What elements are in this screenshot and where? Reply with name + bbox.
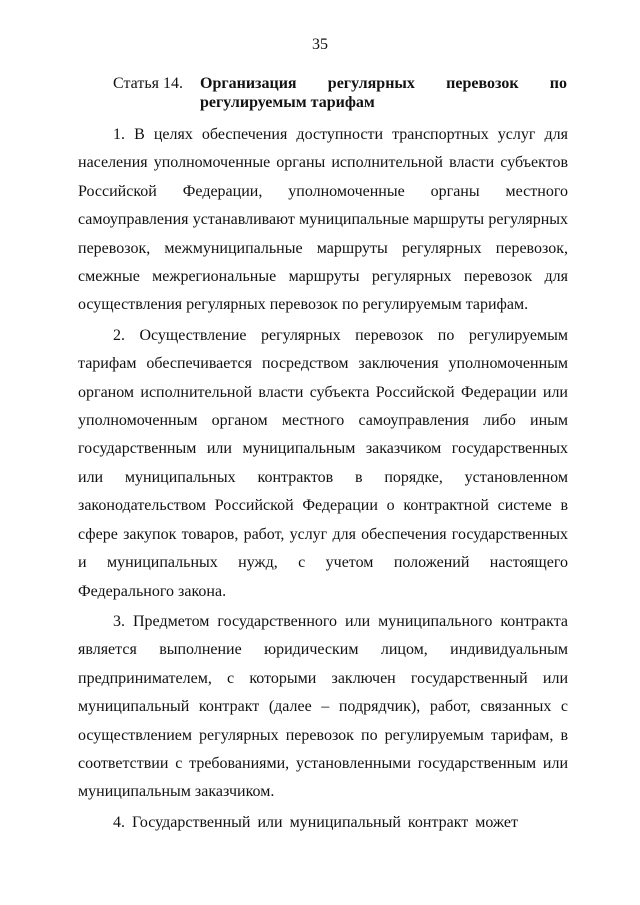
- page-number: 35: [312, 36, 328, 53]
- article-body: [78, 121, 568, 839]
- paragraph-3: 3. Предметом государственного или муниципального контракта является выполнение юридическим лицом, индивидуальным предпринимателем, с которыми заключен государственный или муниципальный контракт (далее – подрядчик), работ, связанных с осуществлением регулярных перевозок по регулируемым тарифам, в соответствии с требованиями, установленными государственным или муниципальным заказчиком.: [78, 612, 568, 801]
- paragraph-1: 1. В целях обеспечения доступности транспортных услуг для населения уполномоченные органы исполнительной власти субъектов Российской Федерации, уполномоченные органы местного самоуправления устанавливают муниципальные маршруты регулярных перевозок, межмуниципальные маршруты регулярных перевозок, смежные межрегиональные маршруты регулярных перевозок для осуществления регулярных перевозок по регулируемым тарифам.: [78, 126, 568, 314]
- article-title: Организация регулярных перевозок по регулируемым тарифам: [200, 75, 567, 111]
- article-label: Статья 14.: [113, 75, 183, 92]
- paragraph-2: 2. Осуществление регулярных перевозок по регулируемым тарифам обеспечивается посредством заключения уполномоченным органом исполнительной власти субъекта Российской Федерации или уполномоченным органом местного самоуправления либо иным государственным или муниципальным заказчиком государственных или муниципальных контрактов в порядке, установленном законодательством Российской Федерации о контрактной системе в сфере закупок товаров, работ, услуг для обеспечения государственных и муниципальных нужд, с учетом положений настоящего Федерального закона.: [78, 326, 568, 600]
- paragraph-4: 4. Государственный или муниципальный контракт может: [113, 813, 518, 831]
